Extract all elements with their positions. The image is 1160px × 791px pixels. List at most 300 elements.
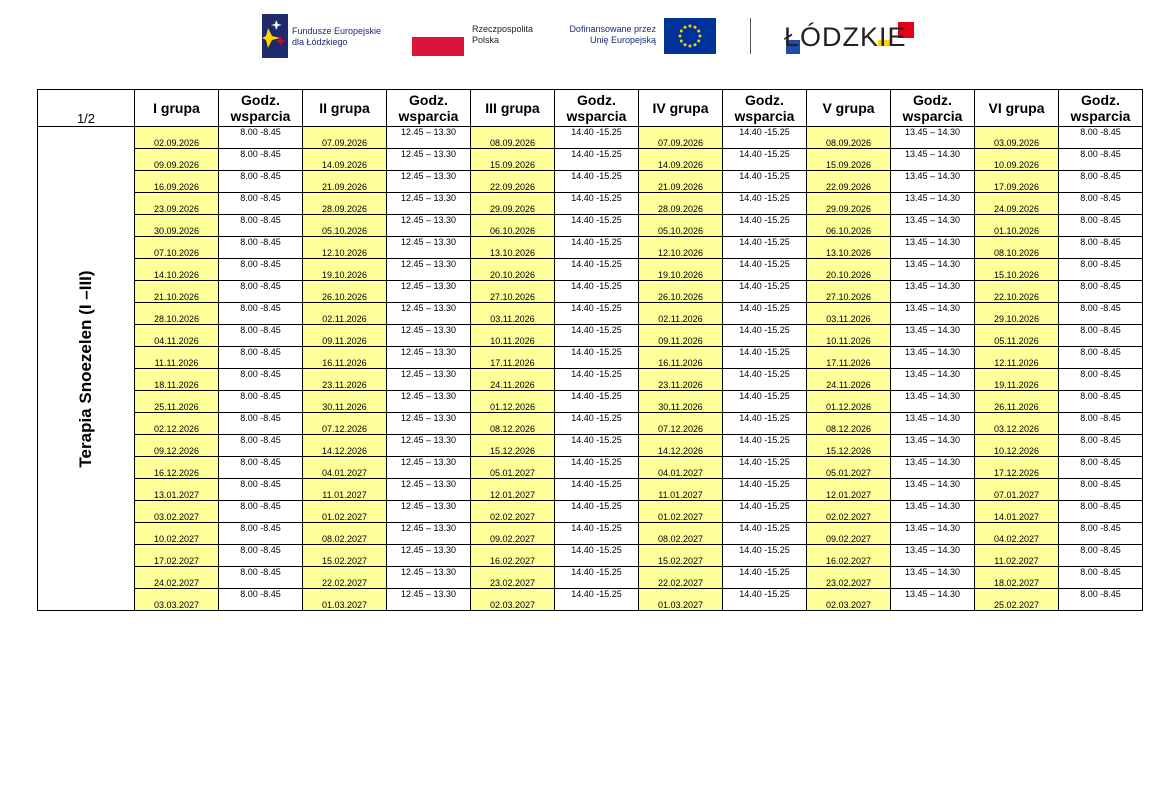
date-cell: 30.11.2026 (639, 391, 723, 413)
time-cell: 8.00 -8.45 (1059, 127, 1143, 149)
time-cell: 14.40 -15.25 (723, 237, 807, 259)
date-cell: 15.09.2026 (471, 149, 555, 171)
time-cell: 8.00 -8.45 (219, 215, 303, 237)
table-row (38, 545, 1143, 567)
ue-line1: Dofinansowane przez (569, 24, 656, 34)
date-cell: 02.03.2027 (471, 589, 555, 611)
table-row (38, 413, 1143, 435)
date-cell: 11.01.2027 (639, 479, 723, 501)
date-cell: 13.01.2027 (135, 479, 219, 501)
table-row (38, 193, 1143, 215)
column-header (975, 90, 1059, 127)
date-cell: 20.10.2026 (471, 259, 555, 281)
table-row (38, 149, 1143, 171)
date-cell: 19.10.2026 (303, 259, 387, 281)
time-cell: 8.00 -8.45 (1059, 545, 1143, 567)
date-cell: 22.02.2027 (639, 567, 723, 589)
date-cell: 05.10.2026 (639, 215, 723, 237)
time-cell: 8.00 -8.45 (219, 281, 303, 303)
time-cell: 8.00 -8.45 (219, 479, 303, 501)
date-cell: 02.11.2026 (303, 303, 387, 325)
date-cell: 08.09.2026 (807, 127, 891, 149)
date-cell: 12.10.2026 (639, 237, 723, 259)
date-cell: 14.09.2026 (639, 149, 723, 171)
column-header-line2: wsparcia (230, 108, 291, 124)
date-cell: 30.11.2026 (303, 391, 387, 413)
date-cell: 05.01.2027 (807, 457, 891, 479)
table-row (38, 237, 1143, 259)
column-header (555, 90, 639, 127)
date-cell: 02.09.2026 (135, 127, 219, 149)
column-header-line1: Godz. (1081, 92, 1120, 108)
date-cell: 24.11.2026 (471, 369, 555, 391)
date-cell: 14.01.2027 (975, 501, 1059, 523)
column-header (387, 90, 471, 127)
date-cell: 22.09.2026 (471, 171, 555, 193)
date-cell: 28.10.2026 (135, 303, 219, 325)
time-cell: 8.00 -8.45 (219, 545, 303, 567)
date-cell: 25.11.2026 (135, 391, 219, 413)
date-cell: 22.10.2026 (975, 281, 1059, 303)
column-header-line2: wsparcia (902, 108, 963, 124)
date-cell: 28.09.2026 (639, 193, 723, 215)
time-cell: 14.40 -15.25 (555, 457, 639, 479)
time-cell: 13.45 – 14.30 (891, 567, 975, 589)
date-cell: 11.11.2026 (135, 347, 219, 369)
date-cell: 23.11.2026 (639, 369, 723, 391)
date-cell: 08.12.2026 (807, 413, 891, 435)
time-cell: 13.45 – 14.30 (891, 457, 975, 479)
time-cell: 8.00 -8.45 (1059, 567, 1143, 589)
date-cell: 28.09.2026 (303, 193, 387, 215)
time-cell: 13.45 – 14.30 (891, 545, 975, 567)
time-cell: 14.40 -15.25 (555, 259, 639, 281)
table-row (38, 391, 1143, 413)
page-fraction: 1/2 (38, 90, 135, 127)
date-cell: 30.09.2026 (135, 215, 219, 237)
time-cell: 12.45 – 13.30 (387, 347, 471, 369)
time-cell: 12.45 – 13.30 (387, 391, 471, 413)
time-cell: 12.45 – 13.30 (387, 413, 471, 435)
date-cell: 07.12.2026 (639, 413, 723, 435)
table-row (38, 479, 1143, 501)
time-cell: 12.45 – 13.30 (387, 281, 471, 303)
date-cell: 15.12.2026 (471, 435, 555, 457)
time-cell: 8.00 -8.45 (1059, 479, 1143, 501)
fe-line2: dla Łódzkiego (292, 37, 348, 47)
time-cell: 13.45 – 14.30 (891, 171, 975, 193)
time-cell: 14.40 -15.25 (555, 391, 639, 413)
ue-line2: Unię Europejską (589, 35, 656, 45)
time-cell: 14.40 -15.25 (723, 171, 807, 193)
date-cell: 15.09.2026 (807, 149, 891, 171)
date-cell: 06.10.2026 (807, 215, 891, 237)
time-cell: 8.00 -8.45 (1059, 413, 1143, 435)
date-cell: 15.12.2026 (807, 435, 891, 457)
date-cell: 07.09.2026 (639, 127, 723, 149)
date-cell: 17.11.2026 (807, 347, 891, 369)
date-cell: 17.02.2027 (135, 545, 219, 567)
date-cell: 03.11.2026 (807, 303, 891, 325)
time-cell: 8.00 -8.45 (1059, 259, 1143, 281)
date-cell: 19.11.2026 (975, 369, 1059, 391)
date-cell: 16.09.2026 (135, 171, 219, 193)
table-row (38, 303, 1143, 325)
time-cell: 8.00 -8.45 (219, 435, 303, 457)
time-cell: 14.40 -15.25 (723, 127, 807, 149)
date-cell: 03.03.2027 (135, 589, 219, 611)
time-cell: 8.00 -8.45 (219, 567, 303, 589)
time-cell: 14.40 -15.25 (555, 281, 639, 303)
time-cell: 14.40 -15.25 (723, 369, 807, 391)
time-cell: 14.40 -15.25 (555, 193, 639, 215)
time-cell: 12.45 – 13.30 (387, 215, 471, 237)
time-cell: 8.00 -8.45 (219, 237, 303, 259)
time-cell: 14.40 -15.25 (723, 567, 807, 589)
time-cell: 8.00 -8.45 (219, 171, 303, 193)
time-cell: 12.45 – 13.30 (387, 589, 471, 611)
date-cell: 03.09.2026 (975, 127, 1059, 149)
date-cell: 03.11.2026 (471, 303, 555, 325)
table-row (38, 457, 1143, 479)
time-cell: 14.40 -15.25 (723, 457, 807, 479)
date-cell: 15.02.2027 (303, 545, 387, 567)
column-header-line1: VI grupa (988, 100, 1045, 116)
date-cell: 02.11.2026 (639, 303, 723, 325)
time-cell: 8.00 -8.45 (1059, 391, 1143, 413)
date-cell: 24.09.2026 (975, 193, 1059, 215)
column-header-line1: Godz. (241, 92, 280, 108)
time-cell: 14.40 -15.25 (723, 325, 807, 347)
fundusze-europejskie-logo (262, 14, 402, 58)
time-cell: 8.00 -8.45 (1059, 215, 1143, 237)
date-cell: 09.11.2026 (303, 325, 387, 347)
date-cell: 01.02.2027 (303, 501, 387, 523)
time-cell: 14.40 -15.25 (723, 501, 807, 523)
column-header-line1: III grupa (485, 100, 540, 116)
column-header-line1: V grupa (822, 100, 875, 116)
time-cell: 12.45 – 13.30 (387, 303, 471, 325)
date-cell: 23.02.2027 (807, 567, 891, 589)
date-cell: 04.02.2027 (975, 523, 1059, 545)
date-cell: 16.11.2026 (639, 347, 723, 369)
date-cell: 26.10.2026 (639, 281, 723, 303)
date-cell: 23.09.2026 (135, 193, 219, 215)
time-cell: 14.40 -15.25 (555, 545, 639, 567)
time-cell: 13.45 – 14.30 (891, 237, 975, 259)
date-cell: 14.12.2026 (303, 435, 387, 457)
time-cell: 12.45 – 13.30 (387, 127, 471, 149)
date-cell: 01.02.2027 (639, 501, 723, 523)
date-cell: 01.12.2026 (471, 391, 555, 413)
date-cell: 15.02.2027 (639, 545, 723, 567)
schedule-table (37, 89, 1143, 611)
therapy-label-cell (38, 127, 135, 611)
time-cell: 12.45 – 13.30 (387, 193, 471, 215)
time-cell: 12.45 – 13.30 (387, 567, 471, 589)
time-cell: 13.45 – 14.30 (891, 589, 975, 611)
time-cell: 13.45 – 14.30 (891, 501, 975, 523)
date-cell: 08.12.2026 (471, 413, 555, 435)
date-cell: 15.10.2026 (975, 259, 1059, 281)
date-cell: 25.02.2027 (975, 589, 1059, 611)
date-cell: 08.02.2027 (639, 523, 723, 545)
time-cell: 14.40 -15.25 (723, 281, 807, 303)
time-cell: 12.45 – 13.30 (387, 259, 471, 281)
time-cell: 14.40 -15.25 (723, 589, 807, 611)
date-cell: 29.09.2026 (807, 193, 891, 215)
time-cell: 8.00 -8.45 (219, 127, 303, 149)
table-row (38, 127, 1143, 149)
time-cell: 14.40 -15.25 (555, 303, 639, 325)
time-cell: 13.45 – 14.30 (891, 325, 975, 347)
time-cell: 14.40 -15.25 (555, 127, 639, 149)
time-cell: 14.40 -15.25 (555, 479, 639, 501)
table-row (38, 281, 1143, 303)
header-row (38, 90, 1143, 127)
date-cell: 20.10.2026 (807, 259, 891, 281)
date-cell: 12.01.2027 (471, 479, 555, 501)
date-cell: 09.02.2027 (471, 523, 555, 545)
date-cell: 01.10.2026 (975, 215, 1059, 237)
time-cell: 8.00 -8.45 (1059, 237, 1143, 259)
column-header-line1: Godz. (577, 92, 616, 108)
time-cell: 12.45 – 13.30 (387, 369, 471, 391)
column-header-line1: Godz. (409, 92, 448, 108)
polish-flag-icon (412, 18, 464, 56)
date-cell: 08.10.2026 (975, 237, 1059, 259)
table-row (38, 369, 1143, 391)
time-cell: 13.45 – 14.30 (891, 127, 975, 149)
column-header (135, 90, 219, 127)
date-cell: 17.12.2026 (975, 457, 1059, 479)
time-cell: 14.40 -15.25 (555, 435, 639, 457)
time-cell: 8.00 -8.45 (1059, 193, 1143, 215)
column-header (303, 90, 387, 127)
time-cell: 12.45 – 13.30 (387, 237, 471, 259)
column-header-line1: Godz. (913, 92, 952, 108)
time-cell: 13.45 – 14.30 (891, 391, 975, 413)
date-cell: 04.11.2026 (135, 325, 219, 347)
date-cell: 10.02.2027 (135, 523, 219, 545)
time-cell: 14.40 -15.25 (723, 545, 807, 567)
date-cell: 10.09.2026 (975, 149, 1059, 171)
time-cell: 14.40 -15.25 (555, 589, 639, 611)
date-cell: 08.02.2027 (303, 523, 387, 545)
column-header (807, 90, 891, 127)
table-row (38, 325, 1143, 347)
date-cell: 09.12.2026 (135, 435, 219, 457)
column-header (1059, 90, 1143, 127)
date-cell: 16.11.2026 (303, 347, 387, 369)
date-cell: 14.10.2026 (135, 259, 219, 281)
date-cell: 14.09.2026 (303, 149, 387, 171)
date-cell: 24.02.2027 (135, 567, 219, 589)
time-cell: 14.40 -15.25 (723, 523, 807, 545)
time-cell: 14.40 -15.25 (723, 193, 807, 215)
date-cell: 04.01.2027 (303, 457, 387, 479)
column-header-line1: IV grupa (652, 100, 709, 116)
table-row (38, 347, 1143, 369)
time-cell: 8.00 -8.45 (219, 149, 303, 171)
time-cell: 14.40 -15.25 (555, 567, 639, 589)
date-cell: 10.11.2026 (471, 325, 555, 347)
column-header-line2: wsparcia (398, 108, 459, 124)
date-cell: 23.02.2027 (471, 567, 555, 589)
date-cell: 21.09.2026 (639, 171, 723, 193)
time-cell: 14.40 -15.25 (555, 347, 639, 369)
time-cell: 14.40 -15.25 (555, 171, 639, 193)
date-cell: 07.10.2026 (135, 237, 219, 259)
lodzkie-logo (784, 16, 924, 60)
time-cell: 8.00 -8.45 (1059, 523, 1143, 545)
time-cell: 13.45 – 14.30 (891, 215, 975, 237)
time-cell: 8.00 -8.45 (219, 369, 303, 391)
time-cell: 12.45 – 13.30 (387, 435, 471, 457)
time-cell: 13.45 – 14.30 (891, 281, 975, 303)
logo-divider (750, 18, 751, 54)
column-header-line1: Godz. (745, 92, 784, 108)
time-cell: 8.00 -8.45 (219, 413, 303, 435)
column-header (219, 90, 303, 127)
lodzkie-wordmark: ŁÓDZKIE (784, 22, 907, 52)
schedule-body (38, 127, 1143, 611)
time-cell: 14.40 -15.25 (555, 325, 639, 347)
date-cell: 01.12.2026 (807, 391, 891, 413)
date-cell: 09.02.2027 (807, 523, 891, 545)
time-cell: 14.40 -15.25 (555, 413, 639, 435)
time-cell: 13.45 – 14.30 (891, 479, 975, 501)
date-cell: 05.10.2026 (303, 215, 387, 237)
date-cell: 17.09.2026 (975, 171, 1059, 193)
column-header (891, 90, 975, 127)
time-cell: 13.45 – 14.30 (891, 347, 975, 369)
time-cell: 8.00 -8.45 (1059, 325, 1143, 347)
date-cell: 03.12.2026 (975, 413, 1059, 435)
date-cell: 05.11.2026 (975, 325, 1059, 347)
date-cell: 13.10.2026 (807, 237, 891, 259)
date-cell: 08.09.2026 (471, 127, 555, 149)
date-cell: 29.10.2026 (975, 303, 1059, 325)
time-cell: 13.45 – 14.30 (891, 413, 975, 435)
date-cell: 14.12.2026 (639, 435, 723, 457)
time-cell: 14.40 -15.25 (723, 259, 807, 281)
date-cell: 17.11.2026 (471, 347, 555, 369)
time-cell: 8.00 -8.45 (1059, 303, 1143, 325)
time-cell: 14.40 -15.25 (723, 413, 807, 435)
therapy-label: Terapia Snoezelen (I –III) (76, 269, 95, 468)
table-row (38, 523, 1143, 545)
date-cell: 26.11.2026 (975, 391, 1059, 413)
time-cell: 8.00 -8.45 (1059, 457, 1143, 479)
unia-europejska-logo (560, 18, 720, 58)
time-cell: 14.40 -15.25 (555, 215, 639, 237)
time-cell: 12.45 – 13.30 (387, 545, 471, 567)
time-cell: 12.45 – 13.30 (387, 501, 471, 523)
column-header-line2: wsparcia (566, 108, 627, 124)
time-cell: 14.40 -15.25 (723, 391, 807, 413)
fe-star-icon (262, 14, 290, 58)
time-cell: 13.45 – 14.30 (891, 369, 975, 391)
time-cell: 14.40 -15.25 (555, 237, 639, 259)
date-cell: 09.09.2026 (135, 149, 219, 171)
time-cell: 14.40 -15.25 (723, 149, 807, 171)
date-cell: 10.12.2026 (975, 435, 1059, 457)
table-row (38, 259, 1143, 281)
column-header (723, 90, 807, 127)
date-cell: 07.09.2026 (303, 127, 387, 149)
date-cell: 02.12.2026 (135, 413, 219, 435)
time-cell: 8.00 -8.45 (219, 391, 303, 413)
time-cell: 12.45 – 13.30 (387, 457, 471, 479)
date-cell: 07.01.2027 (975, 479, 1059, 501)
date-cell: 29.09.2026 (471, 193, 555, 215)
time-cell: 14.40 -15.25 (723, 479, 807, 501)
date-cell: 16.12.2026 (135, 457, 219, 479)
table-row (38, 567, 1143, 589)
date-cell: 16.02.2027 (471, 545, 555, 567)
date-cell: 05.01.2027 (471, 457, 555, 479)
date-cell: 21.10.2026 (135, 281, 219, 303)
date-cell: 01.03.2027 (303, 589, 387, 611)
date-cell: 27.10.2026 (471, 281, 555, 303)
time-cell: 14.40 -15.25 (723, 303, 807, 325)
time-cell: 8.00 -8.45 (219, 303, 303, 325)
date-cell: 09.11.2026 (639, 325, 723, 347)
time-cell: 12.45 – 13.30 (387, 325, 471, 347)
fe-line1: Fundusze Europejskie (292, 26, 382, 36)
time-cell: 14.40 -15.25 (723, 435, 807, 457)
date-cell: 18.02.2027 (975, 567, 1059, 589)
time-cell: 12.45 – 13.30 (387, 523, 471, 545)
date-cell: 11.01.2027 (303, 479, 387, 501)
column-header (639, 90, 723, 127)
date-cell: 13.10.2026 (471, 237, 555, 259)
time-cell: 12.45 – 13.30 (387, 171, 471, 193)
date-cell: 10.11.2026 (807, 325, 891, 347)
column-header (471, 90, 555, 127)
time-cell: 14.40 -15.25 (723, 215, 807, 237)
time-cell: 8.00 -8.45 (219, 259, 303, 281)
time-cell: 8.00 -8.45 (219, 501, 303, 523)
time-cell: 14.40 -15.25 (555, 149, 639, 171)
table-row (38, 501, 1143, 523)
date-cell: 19.10.2026 (639, 259, 723, 281)
table-row (38, 171, 1143, 193)
time-cell: 12.45 – 13.30 (387, 479, 471, 501)
date-cell: 23.11.2026 (303, 369, 387, 391)
date-cell: 03.02.2027 (135, 501, 219, 523)
time-cell: 13.45 – 14.30 (891, 303, 975, 325)
time-cell: 8.00 -8.45 (219, 193, 303, 215)
date-cell: 27.10.2026 (807, 281, 891, 303)
time-cell: 14.40 -15.25 (723, 347, 807, 369)
rp-line1: Rzeczpospolita (472, 24, 534, 34)
rzeczpospolita-polska-logo (412, 16, 552, 60)
date-cell: 02.03.2027 (807, 589, 891, 611)
time-cell: 13.45 – 14.30 (891, 193, 975, 215)
time-cell: 8.00 -8.45 (1059, 281, 1143, 303)
date-cell: 02.02.2027 (471, 501, 555, 523)
time-cell: 8.00 -8.45 (219, 325, 303, 347)
time-cell: 14.40 -15.25 (555, 523, 639, 545)
time-cell: 13.45 – 14.30 (891, 149, 975, 171)
time-cell: 8.00 -8.45 (1059, 369, 1143, 391)
date-cell: 24.11.2026 (807, 369, 891, 391)
date-cell: 11.02.2027 (975, 545, 1059, 567)
column-header-line2: wsparcia (1070, 108, 1131, 124)
time-cell: 8.00 -8.45 (1059, 149, 1143, 171)
